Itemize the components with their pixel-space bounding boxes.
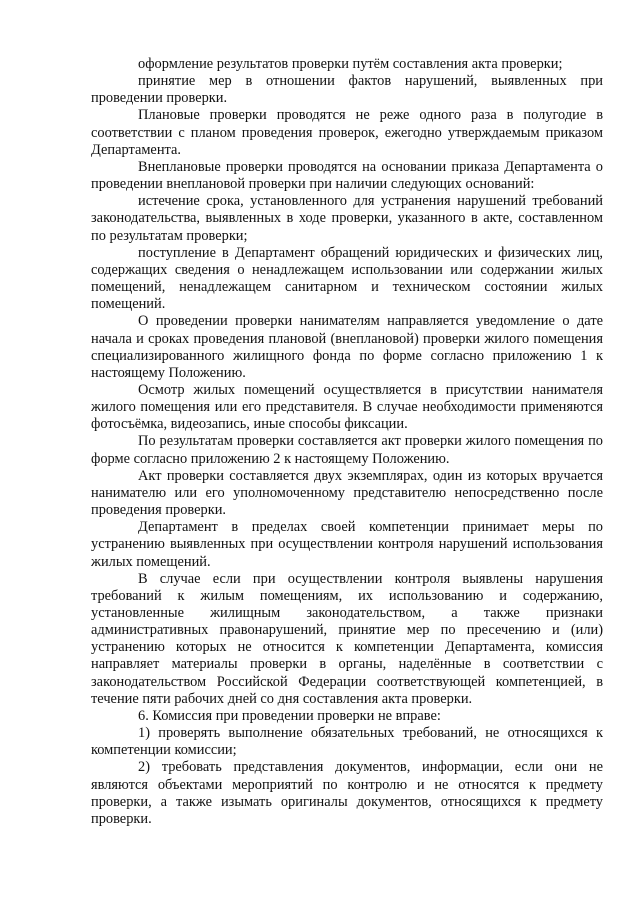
paragraph-notification: О проведении проверки нанимателям направляется уведомление о дате начала и сроках проведения плановой (внеплановой) проверки жилого помещения специализированного жилищного фонда по форме согласно приложению 1 к настоящему Положению.	[91, 313, 603, 381]
paragraph-violations-referral: В случае если при осуществлении контроля выявлены нарушения требований к жилым помещениям, их использованию и содержанию, установленные жилищным законодательством, а также признаки административных правонарушений, принятие мер по пресечению и (или) устранению которых не относится к компетенции Департамента, комиссия направляет материалы проверки в органы, наделённые в соответствии с законодательством Российской Федерации соответствующей компетенцией, в течение пяти рабочих дней со дня составления акта проверки.	[91, 570, 603, 707]
paragraph-unplanned-inspections: Внеплановые проверки проводятся на основании приказа Департамента о проведении внеплановой проверки при наличии следующих оснований:	[91, 158, 603, 193]
paragraph-department-measures: Департамент в пределах своей компетенции принимает меры по устранению выявленных при осуществлении контроля нарушений использования жилых помещений.	[91, 519, 603, 570]
document-page	[91, 56, 603, 828]
paragraph-inspection-act: По результатам проверки составляется акт проверки жилого помещения по форме согласно приложению 2 к настоящему Положению.	[91, 433, 603, 467]
paragraph-planned-inspections: Плановые проверки проводятся не реже одного раза в полугодие в соответствии с планом проведения проверок, ежегодно утверждаемым приказом Департамента.	[91, 107, 603, 158]
paragraph-inspection-presence: Осмотр жилых помещений осуществляется в присутствии нанимателя жилого помещения или его представителя. В случае необходимости применяются фотосъёмка, видеозапись, иные способы фиксации.	[91, 381, 603, 433]
paragraph-prohibition-1: 1) проверять выполнение обязательных требований, не относящихся к компетенции комиссии;	[91, 725, 603, 759]
paragraph-act-copies: Акт проверки составляется двух экземплярах, один из которых вручается нанимателю или его уполномоченному представителю непосредственно после проведения проверки.	[91, 467, 603, 519]
paragraph-deadline-expiry: истечение срока, установленного для устранения нарушений требований законодательства, выявленных в ходе проверки, указанного в акте, составленном по результатам проверки;	[91, 193, 603, 244]
paragraph-reporting: оформление результатов проверки путём составления акта проверки;	[138, 56, 563, 72]
paragraph-measures: принятие мер в отношении фактов нарушений, выявленных при проведении проверки.	[91, 73, 603, 107]
paragraph-section-6-heading: 6. Комиссия при проведении проверки не вправе:	[138, 707, 441, 724]
paragraph-complaints: поступление в Департамент обращений юридических и физических лиц, содержащих сведения о ненадлежащем использовании или содержании жилых помещений, ненадлежащем санитарном и техническом состоянии жилых помещений.	[91, 244, 603, 313]
paragraph-prohibition-2: 2) требовать представления документов, информации, если они не являются объектами мероприятий по контролю и не относятся к предмету проверки, а также изымать оригиналы документов, относящихся к предмету проверки.	[91, 759, 603, 827]
